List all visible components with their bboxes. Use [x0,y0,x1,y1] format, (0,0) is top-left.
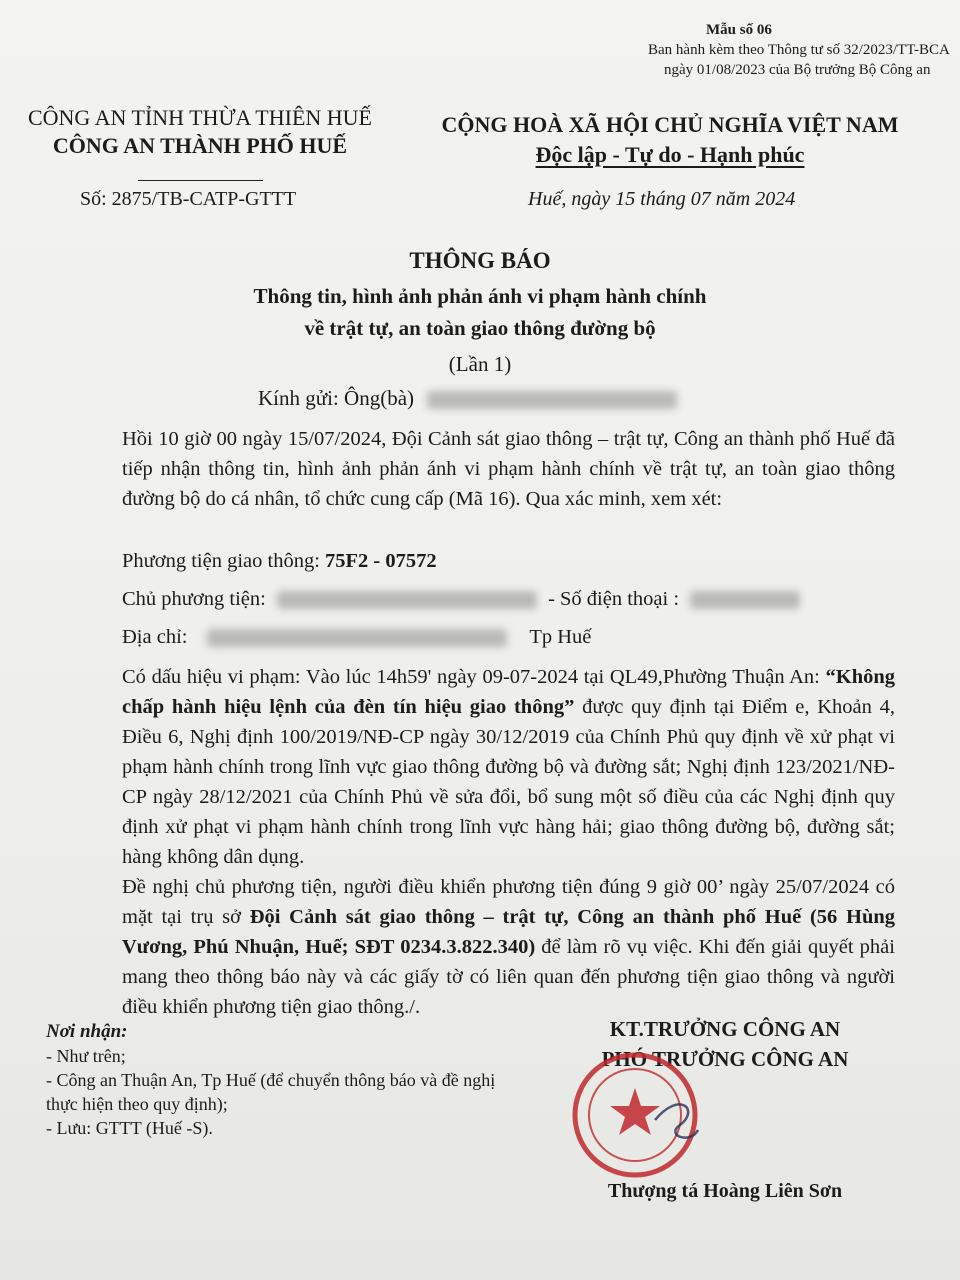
document-title: THÔNG BÁO [409,248,551,273]
redacted-name [427,391,677,409]
intro-paragraph [80,424,895,514]
recipient-item-1: - Như trên; [46,1046,126,1066]
intro-text: Hồi 10 giờ 00 ngày 15/07/2024, Đội Cảnh sát giao thông – trật tự, Công an thành phố Huế đã tiếp nhận thông tin, hình ảnh phản ánh vi phạm hành chính về trật tự, an toàn giao thông đường bộ do cá nhân, tổ chức cung cấp (Mã 16). Qua xác minh, xem xét: [122,428,895,510]
address-label: Địa chỉ: [122,626,188,648]
address-line [122,626,591,649]
vehicle-line [122,550,437,573]
signature-line-1: KT.TRƯỞNG CÔNG AN [609,1017,841,1041]
recipients-heading: Nơi nhận: [46,1021,128,1042]
agency-parent: CÔNG AN TỈNH THỪA THIÊN HUẾ [27,105,372,130]
agency-header [10,104,390,164]
agency-name: CÔNG AN THÀNH PHỐ HUẾ [52,133,348,158]
recipient-item-3: - Lưu: GTTT (Huế -S). [46,1118,213,1138]
form-code: Mẫu số 06 [706,22,772,38]
redacted-owner [277,591,537,609]
violation-name: “Không chấp hành hiệu lệnh của đèn tín hiệu giao thông” [122,666,895,718]
owner-label: Chủ phương tiện: [122,588,266,610]
owner-phone-label: - Số điện thoại : [548,588,680,610]
recipients-block [46,1020,516,1140]
redacted-phone [690,591,800,609]
document-subtitle-1: Thông tin, hình ảnh phản ánh vi phạm hành chính [253,284,707,308]
form-code-block [648,20,960,80]
request-prefix: Đề nghị chủ phương tiện, người điều khiển phương tiện đúng 9 giờ 00’ ngày 25/07/2024 có mặt tại trụ sở [122,876,895,928]
signature-line-2: PHÓ TRƯỞNG CÔNG AN [601,1047,849,1071]
violation-suffix: được quy định tại Điểm e, Khoản 4, Điều 6, Nghị định 100/2019/NĐ-CP ngày 30/12/2019 của Chính Phủ quy định về xử phạt vi phạm hành chính trong lĩnh vực giao thông đường bộ và đường sắt; Nghị định 123/2021/NĐ-CP ngày 28/12/2021 của Chính Phủ về sửa đổi, bổ sung một số điều của các Nghị định quy định xử phạt vi phạm hành chính trong lĩnh vực hàng hải; giao thông đường bộ, đường sắt; hàng không dân dụng. [122,696,895,868]
request-place: Đội Cảnh sát giao thông – trật tự, Công an thành phố Huế (56 Hùng Vương, Phú Nhuận, Huế; SĐT 0234.3.822.340) [122,906,895,958]
violation-prefix: Có dấu hiệu vi phạm: Vào lúc 14h59' ngày 09-07-2024 tại QL49,Phường Thuận An: [122,666,826,688]
violation-paragraph [80,662,895,872]
official-stamp-icon [570,1050,700,1180]
document-date: Huế, ngày 15 tháng 07 năm 2024 [528,188,796,210]
vehicle-plate: 75F2 - 07572 [325,550,437,572]
recipient-label: Kính gửi: Ông(bà) [258,386,415,410]
document-number: Số: 2875/TB-CATP-GTTT [80,188,297,210]
signer-name: Thượng tá Hoàng Liên Sơn [607,1180,843,1202]
nation-header [420,110,920,170]
document-round: (Lần 1) [448,352,512,376]
request-paragraph [80,872,895,1022]
form-issued-line1: Ban hành kèm theo Thông tư số 32/2023/TT-BCA [648,42,950,58]
redacted-address [207,629,507,647]
address-city: Tp Huế [529,626,592,648]
request-suffix: để làm rõ vụ việc. Khi đến giải quyết phải mang theo thông báo này và các giấy tờ có liên quan đến phương tiện giao thông và người điều khiển phương tiện giao thông./. [122,936,895,1018]
form-issued-line2: ngày 01/08/2023 của Bộ trưởng Bộ Công an [664,62,931,78]
vehicle-label: Phương tiện giao thông: [122,550,326,572]
nation-motto: Độc lập - Tự do - Hạnh phúc [535,142,805,167]
recipient-item-2: - Công an Thuận An, Tp Huế (để chuyển thông báo và đề nghị thực hiện theo quy định); [46,1070,496,1114]
nation-title: CỘNG HOÀ XÃ HỘI CHỦ NGHĨA VIỆT NAM [441,112,899,137]
recipient-line [258,386,677,411]
document-subtitle-2: về trật tự, an toàn giao thông đường bộ [304,316,656,340]
owner-line [122,588,800,611]
